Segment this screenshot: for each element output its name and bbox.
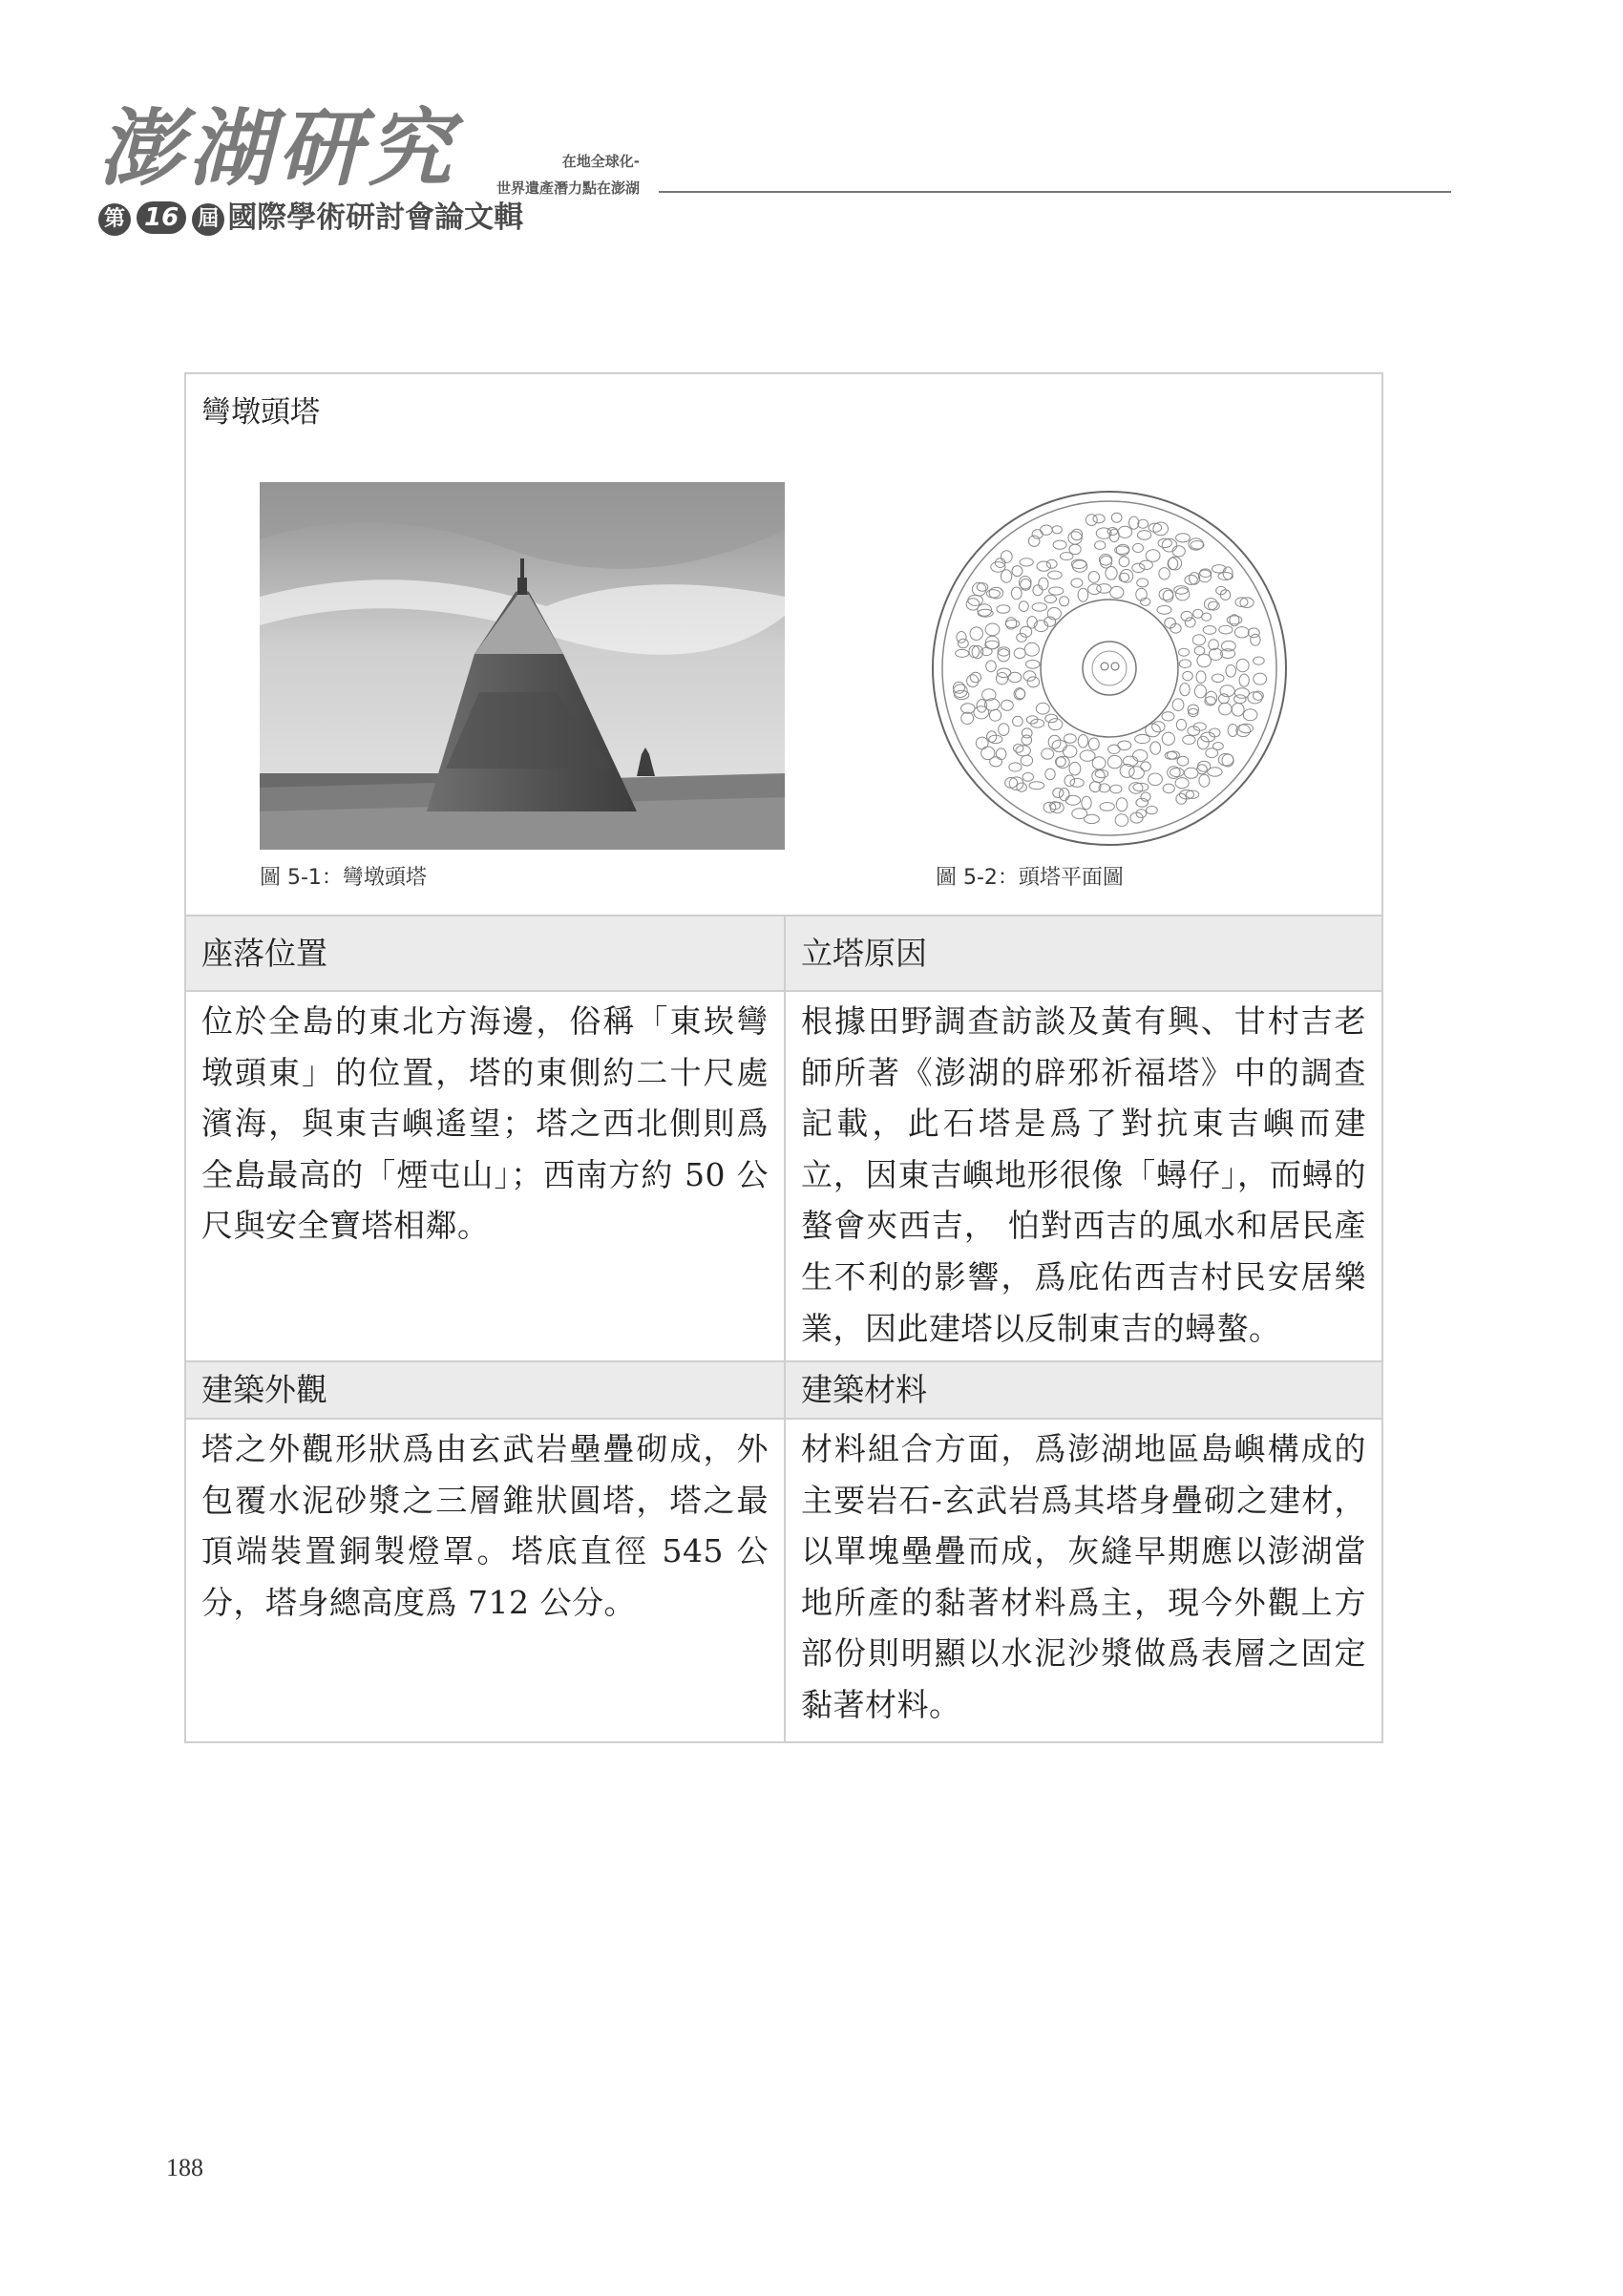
section-2 xyxy=(186,1362,1381,1741)
figure-1-caption: 圖 5-1：彎墩頭塔 xyxy=(260,866,427,890)
tower-photo xyxy=(260,482,785,850)
material-header: 建築材料 xyxy=(786,1362,1381,1420)
edition-title: 國際學術研討會論文輯 xyxy=(227,200,524,235)
location-header: 座落位置 xyxy=(186,916,786,992)
page-number: 188 xyxy=(166,2154,203,2181)
material-text: 材料組合方面，爲澎湖地區島嶼構成的主要岩石-玄武岩爲其塔身疊砌之建材，以單塊壘疊而成，灰縫早期應以澎湖當地所產的黏著材料爲主，現今外觀上方部份則明顯以水泥沙漿做爲表層之固定黏著材料。 xyxy=(801,1430,1366,1723)
location-text: 位於全島的東北方海邊，俗稱「東崁彎墩頭東」的位置，塔的東側約二十尺處濱海，與東吉嶼遙望；塔之西北側則爲全島最高的「煙屯山」；西南方約 50 公尺與安全寶塔相鄰。 xyxy=(186,992,786,1362)
journal-title-logo: 澎湖研究 xyxy=(98,98,458,198)
edition-line xyxy=(95,199,523,237)
edition-suffix: 屆 xyxy=(192,203,224,236)
header-rule xyxy=(659,191,1451,193)
figure-2-caption: 圖 5-2：頭塔平面圖 xyxy=(936,866,1124,890)
tower-info-table xyxy=(184,372,1383,1743)
edition-prefix: 第 xyxy=(98,203,131,236)
reason-text: 根據田野調查訪談及黃有興、甘村吉老師所著《澎湖的辟邪祈福塔》中的調查記載，此石塔是爲了對抗東吉嶼而建立，因東吉嶼地形很像「蟳仔」，而蟳的螯會夾西吉， 怕對西吉的風水和居民產生不利的影響，爲庇佑西吉村民安居樂業，因此建塔以反制東吉的蟳螯。 xyxy=(786,992,1381,1362)
appearance-text: 塔之外觀形狀爲由玄武岩壘疊砌成，外包覆水泥砂漿之三層錐狀圓塔，塔之最頂端裝置銅製燈罩。塔底直徑 545 公分，塔身總高度爲 712 公分。 xyxy=(186,1420,786,1741)
theme-line-2: 世界遺產潛力點在澎湖 xyxy=(495,179,640,197)
theme-line-1: 在地全球化- xyxy=(561,153,640,170)
tower-figure-row xyxy=(186,374,1381,916)
tower-name: 彎墩頭塔 xyxy=(201,395,320,430)
reason-header: 立塔原因 xyxy=(786,916,1381,992)
edition-number: 16 xyxy=(137,201,186,234)
tower-plan-drawing xyxy=(904,487,1315,850)
appearance-header: 建築外觀 xyxy=(186,1362,786,1420)
section-1 xyxy=(186,916,1381,1362)
